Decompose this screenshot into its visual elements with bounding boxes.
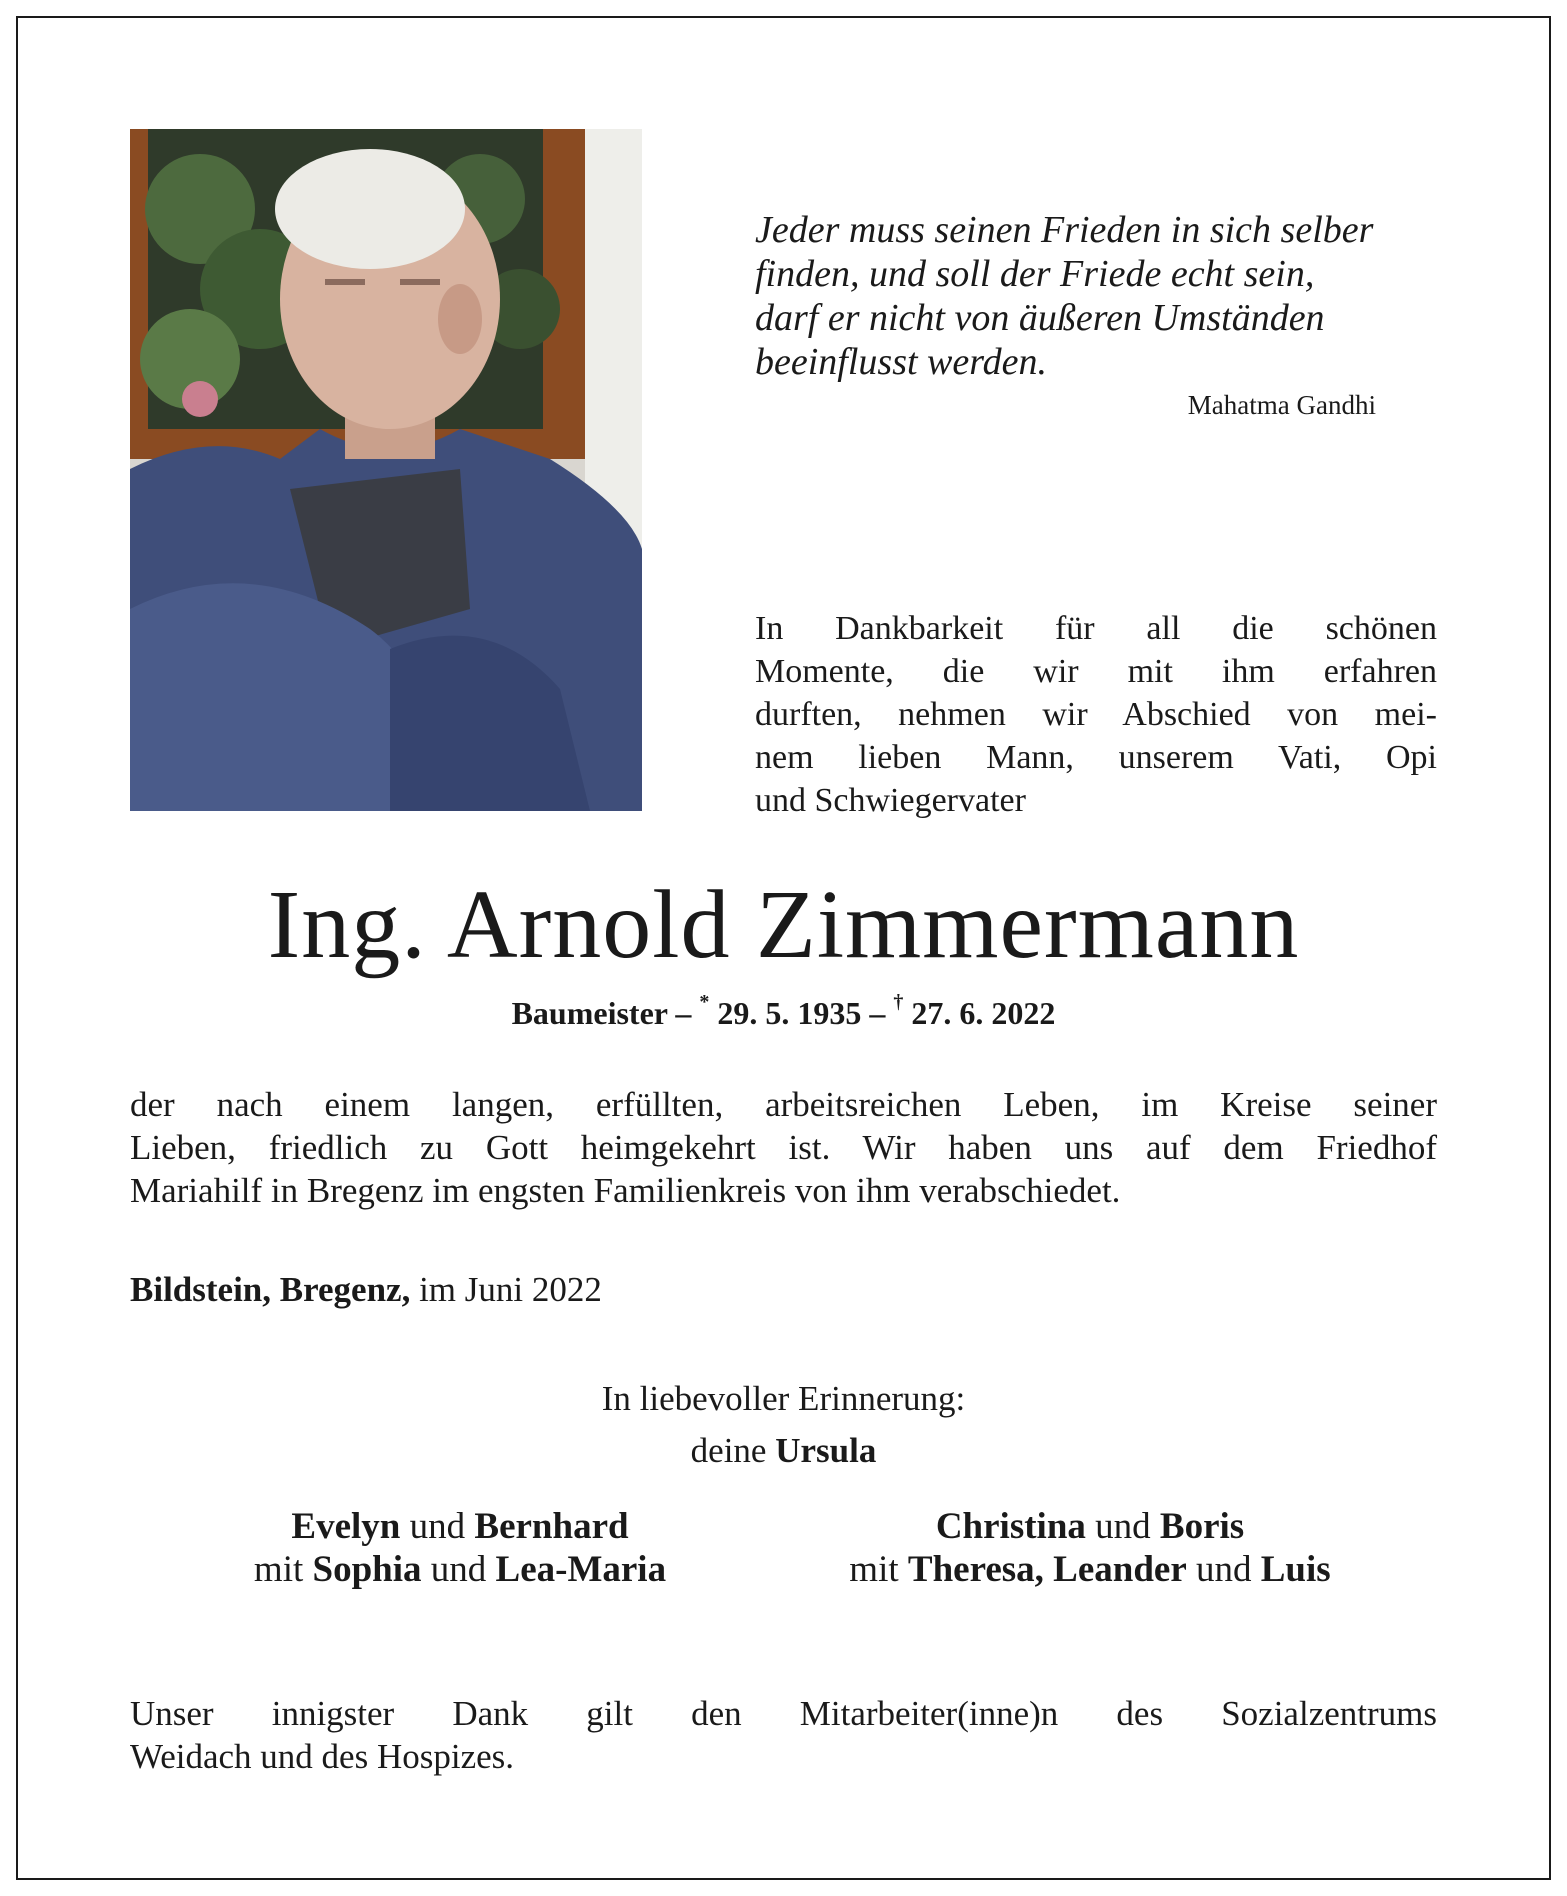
family-name: Luis [1260,1549,1331,1590]
quote-line: finden, und soll der Friede echt sein, [755,253,1315,295]
quote-text [755,208,1395,384]
family-parents [100,1505,820,1548]
conjunction: und [1085,1506,1160,1547]
family-name: Sophia [312,1549,422,1590]
birth-date: 29. 5. 1935 [709,995,862,1031]
body-line: Mariahilf in Bregenz im engsten Familienkreis von ihm verabschiedet. [130,1171,1121,1210]
family-name: Bernhard [474,1506,629,1547]
spouse-name: Ursula [775,1431,877,1470]
family-name: Boris [1159,1506,1245,1547]
profession-and-dates [0,991,1567,1032]
family-children [100,1548,820,1591]
quote-line: Jeder muss seinen Frieden in sich selber [755,209,1374,251]
dash: – [861,995,894,1031]
thanks-line: Unser innigster Dank gilt den Mitarbeiter(inne)n des Sozialzentrums [130,1694,1437,1733]
family-name: Christina [935,1506,1086,1547]
spouse-line [0,1425,1567,1477]
intro-line: In Dankbarkeit für all die schönen [755,610,1437,647]
intro-line: und Schwiegervater [755,782,1026,819]
portrait-photo [130,129,642,811]
family-name: Lea-Maria [495,1549,667,1590]
body-line: Lieben, friedlich zu Gott heimgekehrt ist. Wir haben uns auf dem Friedhof [130,1128,1437,1167]
family-group-left [100,1505,820,1591]
memory-heading: In liebevoller Erinnerung: [601,1379,966,1418]
intro-line: nem lieben Mann, unserem Vati, Opi [755,739,1437,776]
intro-line: Momente, die wir mit ihm erfahren [755,653,1437,690]
thanks-line: Weidach und des Hospizes. [130,1737,515,1776]
death-date: 27. 6. 2022 [903,995,1056,1031]
intro-line: durften, nehmen wir Abschied von mei- [755,696,1437,733]
quote-line: darf er nicht von äußeren Umständen [755,297,1325,339]
family-name: Theresa, Leander [907,1549,1187,1590]
conjunction: und [400,1506,475,1547]
place: Bildstein, Bregenz, [130,1270,411,1309]
quote-line: beeinflusst werden. [755,341,1047,383]
profession: Baumeister [511,995,668,1031]
place-and-date [130,1270,602,1310]
body-text [130,1083,1437,1212]
family-parents [740,1505,1440,1548]
month-year: im Juni 2022 [410,1270,602,1309]
spouse-prefix: deine [690,1431,776,1470]
body-line: der nach einem langen, erfüllten, arbeitsreichen Leben, im Kreise seiner [130,1085,1437,1124]
intro-text [755,607,1437,822]
dash: – [667,995,700,1031]
death-symbol: † [893,991,904,1014]
quote-author: Mahatma Gandhi [1187,390,1376,420]
conjunction: und [1186,1549,1261,1590]
family-children [740,1548,1440,1591]
conjunction: mit [253,1549,313,1590]
conjunction: mit [849,1549,908,1590]
family-name: Evelyn [291,1506,401,1547]
birth-symbol: * [699,991,710,1014]
thanks-text [130,1692,1437,1778]
conjunction: und [421,1549,496,1590]
memory-block [0,1373,1567,1477]
family-group-right [740,1505,1440,1591]
deceased-name: Ing. Arnold Zimmermann [267,871,1300,979]
